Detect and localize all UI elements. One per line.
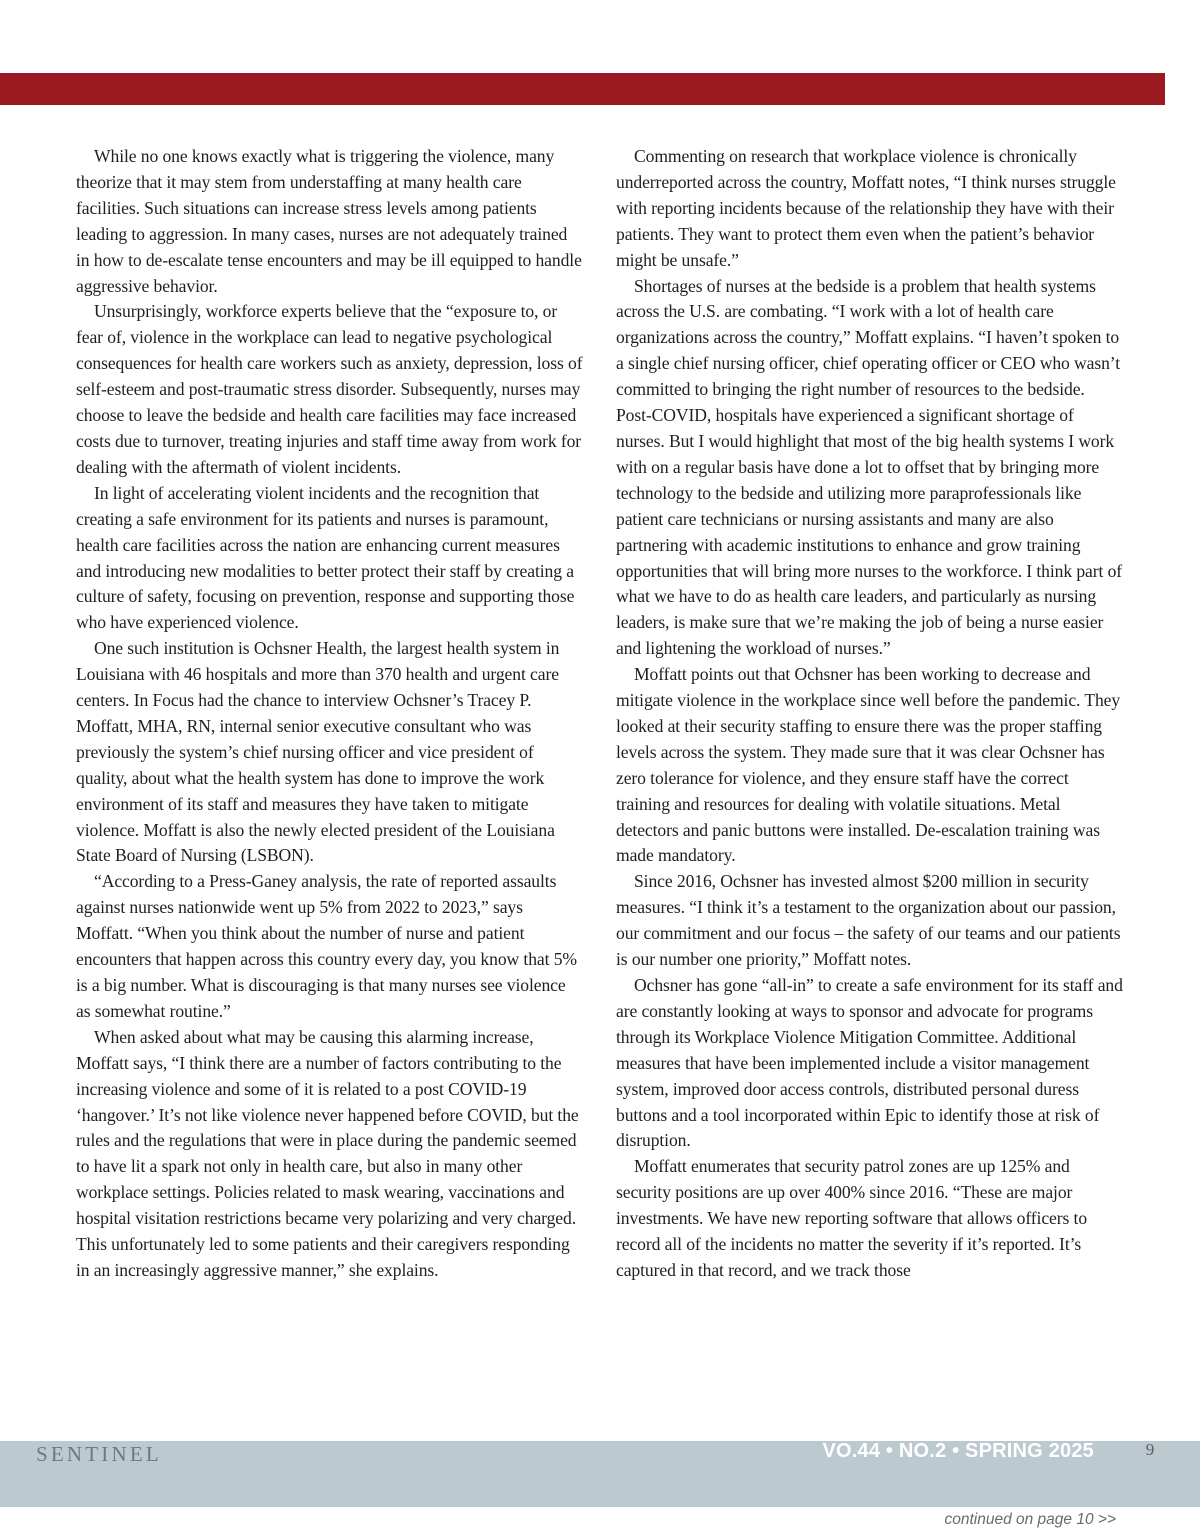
paragraph: In light of accelerating violent incidents and the recognition that creating a safe environment for its patients and nurses is paramount, health care facilities across the nation are enhancing current measures and introducing new modalities to better protect their staff by creating a culture of safety, focusing on prevention, response and supporting those who have experienced violence. bbox=[76, 482, 575, 633]
paragraph: Ochsner has gone “all-in” to create a safe environment for its staff and are constantly looking at ways to sponsor and advocate for programs through its Workplace Violence Mitigation Committee. Additional measures that have been implemented include a visitor management system, improved door access controls, distributed personal duress buttons and a tool incorporated within Epic to identify those at risk of disruption. bbox=[616, 975, 1123, 1151]
paragraph: Unsurprisingly, workforce experts believe that the “exposure to, or fear of, violence in the workplace can lead to negative psychological consequences for health care workers such as anxiety, depression, loss of self-esteem and post-traumatic stress disorder. Subsequently, nurses may choose to leave the bedside and health care facilities may face increased costs due to turnover, treating injuries and staff time away from work for dealing with the aftermath of violent incidents. bbox=[76, 301, 583, 477]
paragraph: Commenting on research that workplace violence is chronically underreported across the country, Moffatt notes, “I think nurses struggle with reporting incidents because of the relationship they have with their patients. They want to protect them even when the patient’s behavior might be unsafe.” bbox=[616, 146, 1116, 270]
paragraph: When asked about what may be causing this alarming increase, Moffatt says, “I think there are a number of factors contributing to the increasing violence and some of it is related to a post COVID-19 ‘hangover.’ It’s not like violence never happened before COVID, but the rules and the regulations that were in place during the pandemic seemed to have lit a spark not only in health care, but also in many other workplace settings. Policies related to mask wearing, vaccinations and hospital visitation restrictions became very polarizing and very charged. This unfortunately led to some patients and their caregivers responding in an increasingly aggressive manner,” she explains. bbox=[76, 1026, 579, 1280]
paragraph: Shortages of nurses at the bedside is a problem that health systems across the U.S. are combating. “I work with a lot of health care organizations across the country,” Moffatt explains. “I haven’t spoken to a single chief nursing officer, chief operating officer or CEO who wasn’t committed to bringing the right number of resources to the bedside. Post-COVID, hospitals have experienced a significant shortage of nurses. But I would highlight that most of the big health systems I work with on a regular basis have done a lot to offset that by bringing more technology to the bedside and utilizing more paraprofessionals like patient care technicians or nursing assistants and many are also partnering with academic institutions to enhance and grow training opportunities that will bring more nurses to the workforce. I think part of what we have to do as health care leaders, and particularly as nursing leaders, is make sure that we’re making the job of being a nurse easier and lightening the workload of nurses.” bbox=[616, 275, 1123, 659]
article-column-left bbox=[76, 144, 583, 1284]
page-number: 9 bbox=[1145, 1440, 1155, 1459]
paragraph: Moffatt enumerates that security patrol zones are up 125% and security positions are up over 400% since 2016. “These are major investments. We have new reporting software that allows officers to record all of the incidents no matter the severity if it’s reported. It’s captured in that record, and we track those bbox=[616, 1156, 1088, 1280]
publication-name: SENTINEL bbox=[36, 1442, 162, 1466]
paragraph: Since 2016, Ochsner has invested almost $200 million in security measures. “I think it’s a testament to the organization about our passion, our commitment and our focus – the safety of our teams and our patients is our number one priority,” Moffatt notes. bbox=[616, 871, 1121, 970]
paragraph: “According to a Press-Ganey analysis, the rate of reported assaults against nurses nationwide went up 5% from 2022 to 2023,” says Moffatt. “When you think about the number of nurse and patient encounters that happen across this country every day, you know that 5% is a big number. What is discouraging is that many nurses see violence as somewhat routine.” bbox=[76, 871, 577, 1021]
continued-note: continued on page 10 >> bbox=[944, 1511, 1116, 1528]
issue-info: VO.44 • NO.2 • SPRING 2025 bbox=[822, 1440, 1094, 1462]
paragraph: One such institution is Ochsner Health, the largest health system in Louisiana with 46 hospitals and more than 370 health and urgent care centers. In Focus had the chance to interview Ochsner’s Tracey P. Moffatt, MHA, RN, internal senior executive consultant who was previously the system’s chief nursing officer and vice president of quality, about what the health system has done to improve the work environment of its staff and measures they have taken to mitigate violence. Moffatt is also the newly elected president of the Louisiana State Board of Nursing (LSBON). bbox=[76, 638, 560, 866]
header-color-bar bbox=[0, 73, 1165, 105]
paragraph: While no one knows exactly what is triggering the violence, many theorize that it may stem from understaffing at many health care facilities. Such situations can increase stress levels among patients leading to aggression. In many cases, nurses are not adequately trained in how to de-escalate tense encounters and may be ill equipped to handle aggressive behavior. bbox=[76, 146, 582, 296]
paragraph: Moffatt points out that Ochsner has been working to decrease and mitigate violence in the workplace since well before the pandemic. They looked at their security staffing to ensure there was the proper staffing levels across the system. They made sure that it was clear Ochsner has zero tolerance for violence, and they ensure staff have the correct training and resources for dealing with volatile situations. Metal detectors and panic buttons were installed. De-escalation training was made mandatory. bbox=[616, 664, 1121, 866]
article-column-right bbox=[616, 144, 1123, 1284]
